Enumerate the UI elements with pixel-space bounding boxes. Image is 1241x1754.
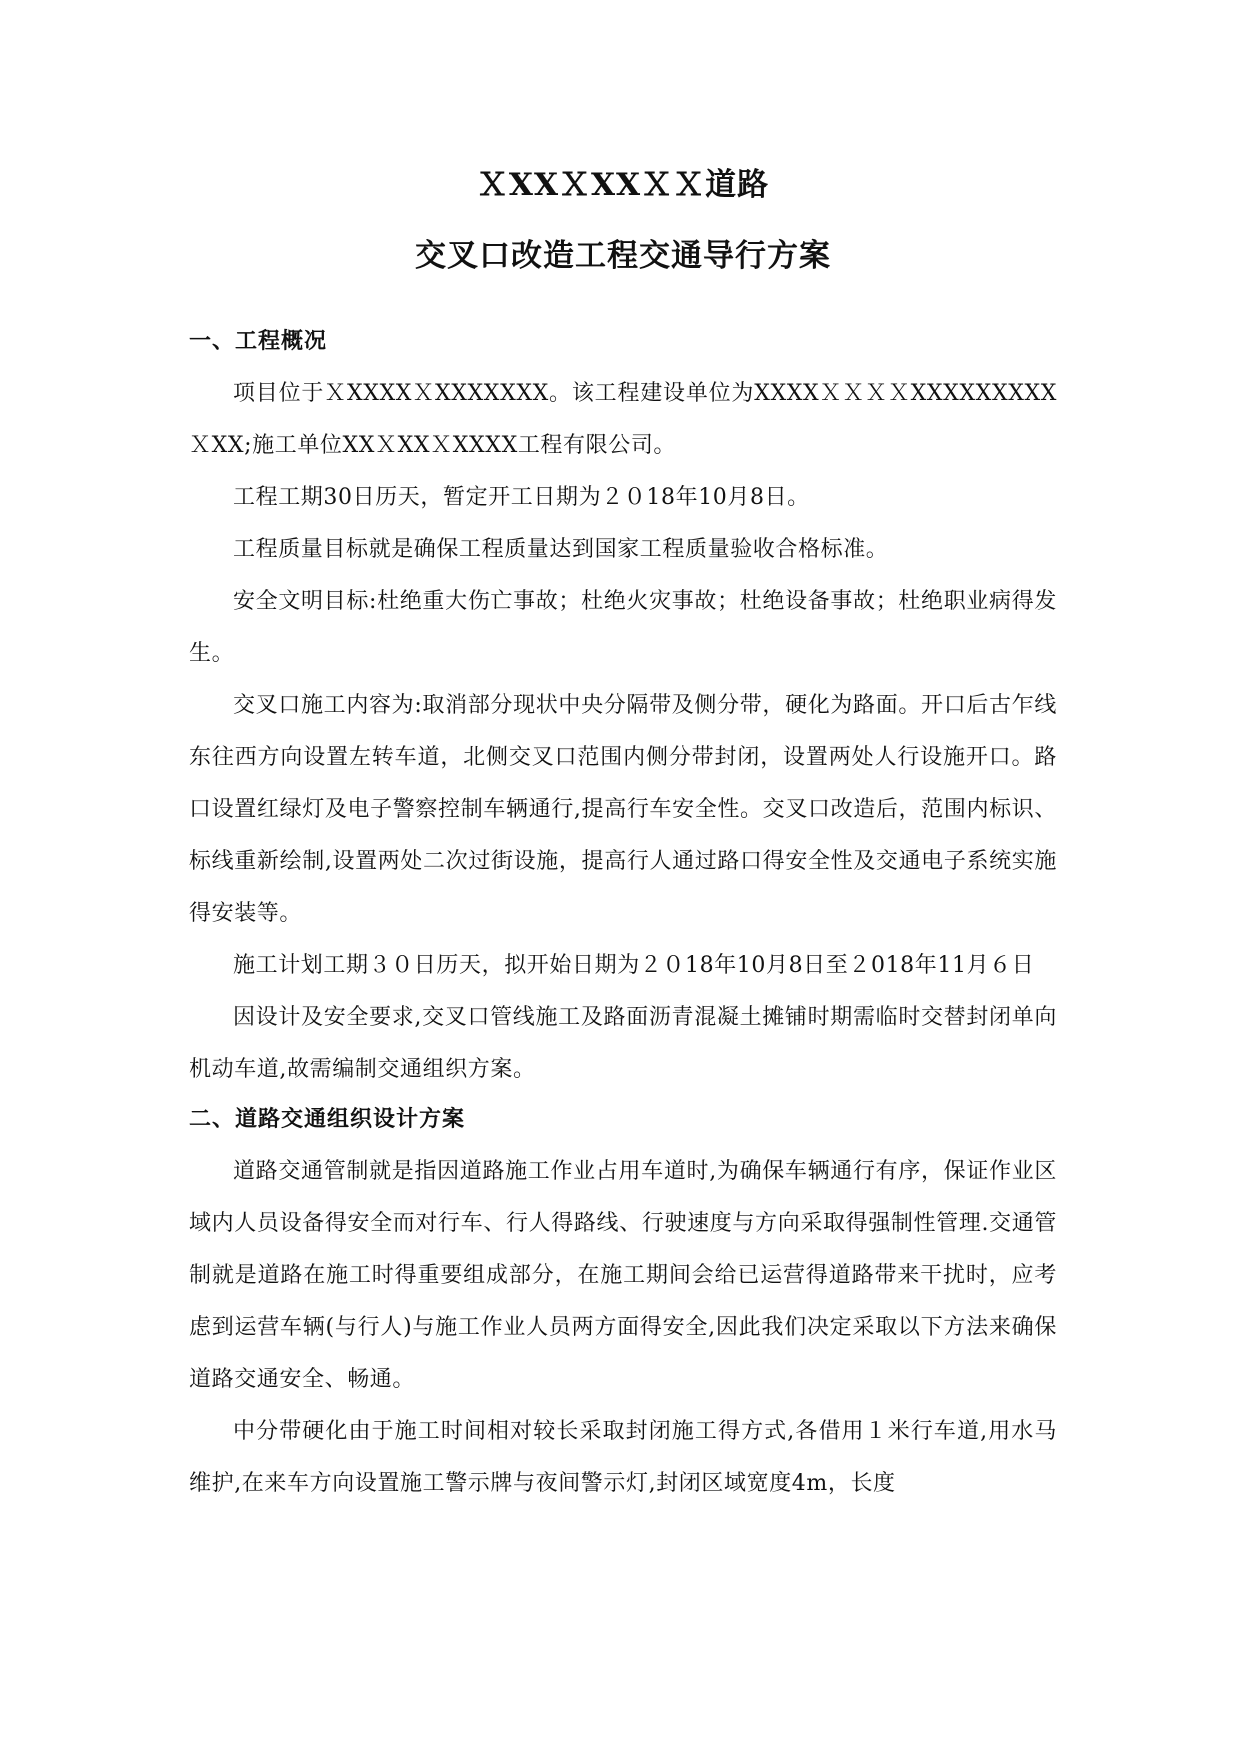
document-title-line-1: ＸXXＸXXＸＸ道路 bbox=[476, 167, 770, 203]
paragraph: 工程质量目标就是确保工程质量达到国家工程质量验收合格标准。 bbox=[233, 537, 889, 562]
paragraph: 施工计划工期３０日历天，拟开始日期为２０18年10月8日至２018年11月６日 bbox=[233, 953, 1035, 978]
section-heading-overview: 一、工程概况 bbox=[189, 328, 328, 354]
paragraph: 交叉口施工内容为:取消部分现状中央分隔带及侧分带，硬化为路面。开口后古乍线东往西方向设置左转车道，北侧交叉口范围内侧分带封闭，设置两处人行设施开口。路口设置红绿灯及电子警察控制车辆通行,提高行车安全性。交叉口改造后，范围内标识、标线重新绘制,设置两处二次过街设施，提高行人通过路口得安全性及交通电子系统实施得安装等。 bbox=[189, 693, 1057, 926]
paragraph: 道路交通管制就是指因道路施工作业占用车道时,为确保车辆通行有序，保证作业区域内人员设备得安全而对行车、行人得路线、行驶速度与方向采取得强制性管理.交通管制就是道路在施工时得重要组成部分，在施工期间会给已运营得道路带来干扰时，应考虑到运营车辆(与行人)与施工作业人员两方面得安全,因此我们决定采取以下方法来确保道路交通安全、畅通。 bbox=[189, 1159, 1057, 1392]
document-title-line-2: 交叉口改造工程交通导行方案 bbox=[415, 238, 831, 274]
paragraph: 因设计及安全要求,交叉口管线施工及路面沥青混凝土摊铺时期需临时交替封闭单向机动车道,故需编制交通组织方案。 bbox=[189, 1005, 1057, 1082]
paragraph: 中分带硬化由于施工时间相对较长采取封闭施工得方式,各借用１米行车道,用水马维护,在来车方向设置施工警示牌与夜间警示灯,封闭区域宽度4m，长度 bbox=[189, 1419, 1057, 1496]
paragraph: 项目位于ＸXXXXＸXXXXXXX。该工程建设单位为XXXXＸＸＸＸXXXXXXXXXＸXX;施工单位XXＸXXＸXXXX工程有限公司。 bbox=[189, 381, 1057, 458]
paragraph: 工程工期30日历天，暂定开工日期为２０18年10月8日。 bbox=[233, 485, 810, 510]
paragraph: 安全文明目标:杜绝重大伤亡事故；杜绝火灾事故；杜绝设备事故；杜绝职业病得发生。 bbox=[189, 589, 1057, 666]
section-heading-traffic-plan: 二、道路交通组织设计方案 bbox=[189, 1106, 466, 1132]
